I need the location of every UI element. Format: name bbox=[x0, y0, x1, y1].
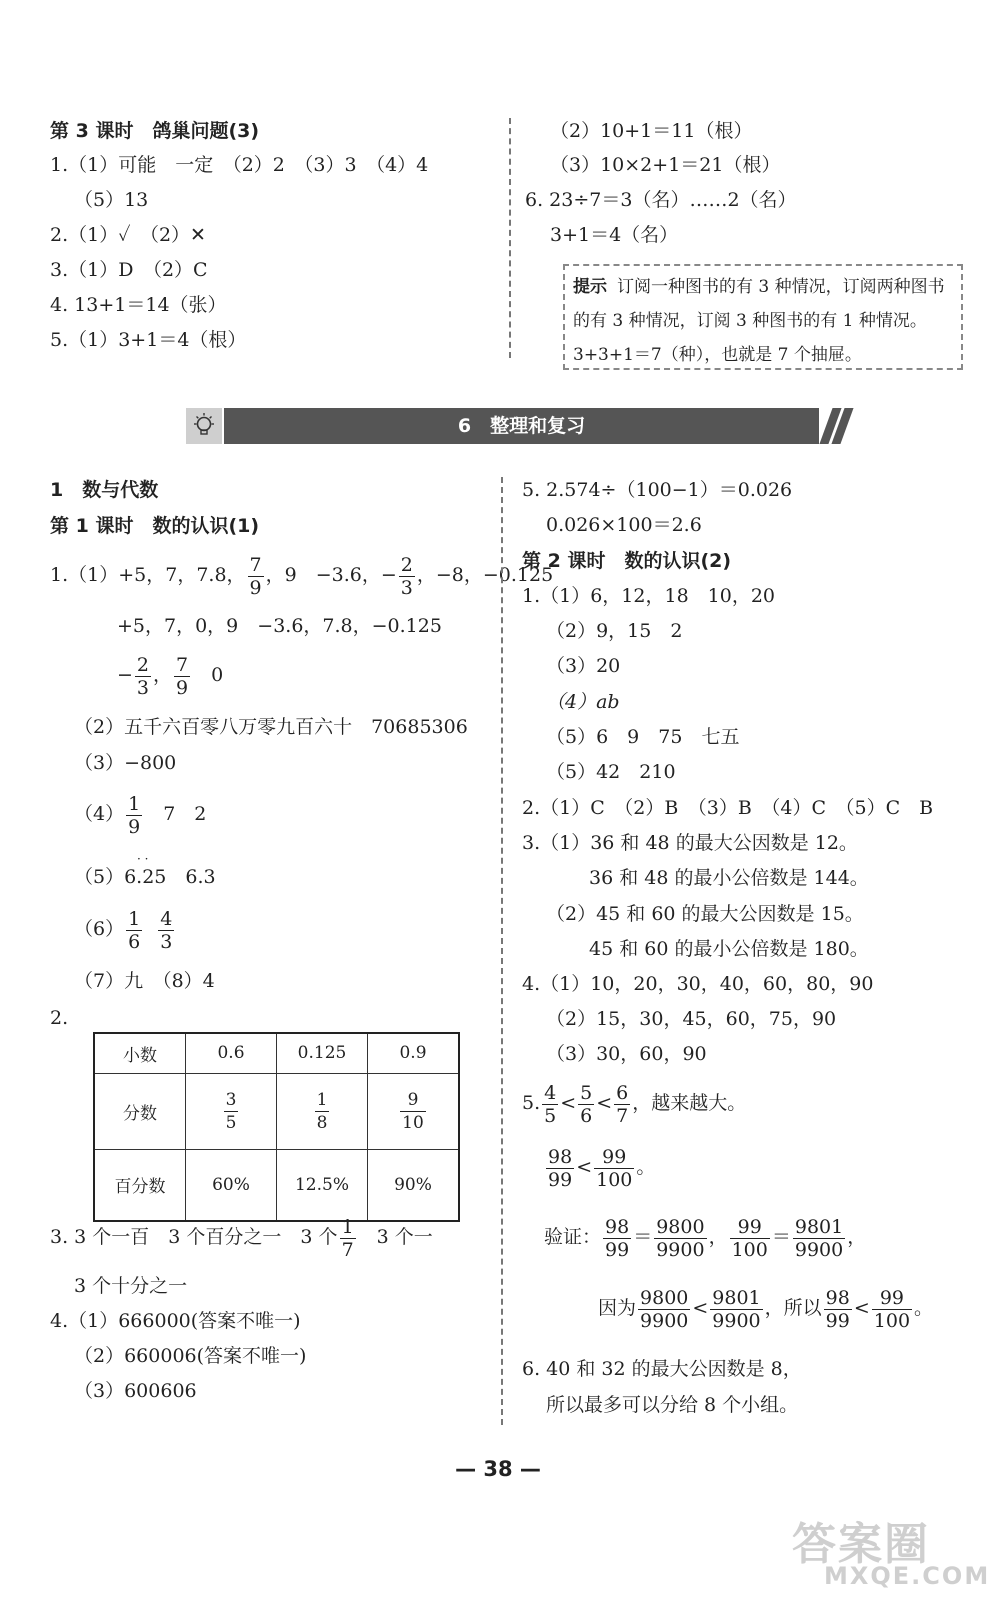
fraction: $\frac{7}{9}$ bbox=[249, 553, 262, 599]
table-cell: 12.5% bbox=[277, 1149, 368, 1221]
hint-box bbox=[563, 264, 963, 370]
fraction: $\frac{98}{99}$ bbox=[605, 1215, 630, 1261]
fraction: $\frac{5}{6}$ bbox=[580, 1081, 593, 1127]
answer-line: （4） $\frac{1}{9}$ 7 2 bbox=[74, 792, 207, 838]
column-divider bbox=[509, 118, 511, 358]
lesson-heading: 第 3 课时 鸽巢问题(3) bbox=[50, 120, 260, 142]
table-cell bbox=[277, 1073, 368, 1149]
fraction: $\frac{4}{3}$ bbox=[160, 907, 173, 953]
table-cell: 90% bbox=[368, 1149, 460, 1221]
answer-line: 3+1＝4（名） bbox=[550, 224, 679, 246]
question-number: 2. bbox=[50, 1007, 69, 1029]
fraction: $\frac{98}{99}$ bbox=[548, 1145, 573, 1191]
answer-line: − $\frac{2}{3}$ ， $\frac{7}{9}$ 0 bbox=[117, 653, 224, 699]
answer-line: 1.（1）+5，7，7.8， $\frac{7}{9}$ ，9 −3.6，− $\frac{2}{3}$ ，−8，−0.125 bbox=[50, 553, 554, 599]
chapter-title: 6 整理和复习 bbox=[457, 415, 586, 437]
answer-line: （5）6.25 6.3 bbox=[74, 866, 216, 888]
fraction: $\frac{9800}{9900}$ bbox=[656, 1215, 705, 1261]
lightbulb-icon bbox=[186, 408, 222, 444]
answer-line: $\frac{98}{99}$ < $\frac{99}{100}$ 。 bbox=[548, 1145, 656, 1191]
table-cell: 0.9 bbox=[368, 1033, 460, 1073]
answer-line: 45 和 60 的最小公倍数是 180。 bbox=[589, 938, 869, 960]
answer-line: （5）6 9 75 七五 bbox=[546, 726, 740, 748]
fraction: $\frac{99}{100}$ bbox=[596, 1145, 633, 1191]
table-cell: 0.6 bbox=[186, 1033, 277, 1073]
answer-line: （2）660006(答案不唯一) bbox=[74, 1345, 307, 1367]
answer-line: （2）五千六百零八万零九百六十 70685306 bbox=[74, 716, 468, 738]
answer-line: （3）600606 bbox=[74, 1380, 197, 1402]
answer-line: 5. $\frac{4}{5}$ < $\frac{5}{6}$ < $\frac{6}{7}$ ，越来越大。 bbox=[522, 1081, 747, 1127]
answer-line: +5，7，0，9 −3.6，7.8，−0.125 bbox=[117, 615, 442, 637]
fraction: $\frac{1}{9}$ bbox=[128, 792, 141, 838]
answer-line: （3）10×2+1＝21（根） bbox=[550, 154, 781, 176]
fraction: $\frac{1}{7}$ bbox=[341, 1215, 354, 1261]
answer-line: （3）20 bbox=[546, 655, 621, 677]
answer-line: 1.（1）可能 一定 （2）2 （3）3 （4）4 bbox=[50, 154, 429, 176]
column-divider bbox=[501, 477, 503, 1425]
lesson-heading: 第 1 课时 数的认识(1) bbox=[50, 515, 260, 537]
answer-line: 4. 13+1＝14（张） bbox=[50, 294, 227, 316]
fraction: $\frac{4}{5}$ bbox=[544, 1081, 557, 1127]
answer-line: 3 个十分之一 bbox=[74, 1275, 188, 1297]
answer-line: 4.（1）10，20，30，40，60，80，90 bbox=[522, 973, 874, 995]
fraction: $\frac{7}{9}$ bbox=[176, 653, 189, 699]
section-title: 1 数与代数 bbox=[50, 479, 159, 501]
answer-line: 5. 2.574÷（100−1）＝0.026 bbox=[522, 479, 793, 501]
answer-line: （2）10+1＝11（根） bbox=[550, 120, 753, 142]
answer-line: （4）ab bbox=[546, 691, 620, 713]
answer-line: （2）9，15 2 bbox=[546, 620, 683, 642]
page-number: — 38 — bbox=[455, 1457, 541, 1481]
answer-line: （2）45 和 60 的最大公因数是 15。 bbox=[546, 903, 864, 925]
hint-text: 订阅一种图书的有 3 种情况，订阅两种图书的有 3 种情况，订阅 3 种图书的有 1 种情况。3+3+1＝7（种），也就是 7 个抽屉。 bbox=[573, 277, 945, 365]
table-cell: 分数 bbox=[94, 1073, 186, 1149]
fraction: $\frac{98}{99}$ bbox=[825, 1286, 850, 1332]
fraction: $\frac{99}{100}$ bbox=[731, 1215, 768, 1261]
table-row bbox=[94, 1149, 459, 1221]
fraction: $\frac{2}{3}$ bbox=[136, 653, 150, 699]
fraction: $\frac{6}{7}$ bbox=[616, 1081, 629, 1127]
table-cell bbox=[368, 1073, 460, 1149]
fraction: $\frac{3}{5}$ bbox=[225, 1089, 237, 1133]
fraction: $\frac{9801}{9900}$ bbox=[794, 1215, 844, 1261]
answer-line: 6. 40 和 32 的最大公因数是 8， bbox=[522, 1358, 802, 1380]
lesson-heading: 第 2 课时 数的认识(2) bbox=[522, 550, 732, 572]
answer-line: 所以最多可以分给 8 个小组。 bbox=[546, 1394, 799, 1416]
repeating-decimal-dots: · · bbox=[137, 852, 149, 866]
answer-line: 0.026×100＝2.6 bbox=[546, 514, 702, 536]
table-cell bbox=[186, 1073, 277, 1149]
answer-line: 3.（1）D （2）C bbox=[50, 259, 208, 281]
table-cell: 0.125 bbox=[277, 1033, 368, 1073]
hint-label: 提示 bbox=[573, 277, 607, 297]
fraction: $\frac{2}{3}$ bbox=[400, 553, 413, 599]
table-cell: 60% bbox=[186, 1149, 277, 1221]
table-cell: 小数 bbox=[94, 1033, 186, 1073]
watermark-logo: 答案圈 MXQE.COM bbox=[792, 1519, 991, 1590]
answer-line: （5）13 bbox=[74, 189, 149, 211]
answer-line: 3.（1）36 和 48 的最大公因数是 12。 bbox=[522, 832, 858, 854]
answer-line: 因为 $\frac{9800}{9900}$ < $\frac{9801}{9900}$ ，所以 $\frac{98}{99}$ < $\frac{99}{100}$ 。 bbox=[598, 1286, 934, 1332]
answer-line: 4.（1）666000(答案不唯一) bbox=[50, 1310, 301, 1332]
answer-line: （2）15，30，45，60，75，90 bbox=[546, 1008, 837, 1030]
answer-line: 6. 23÷7＝3（名）……2（名） bbox=[525, 189, 797, 211]
answer-line: 36 和 48 的最小公倍数是 144。 bbox=[589, 867, 869, 889]
table-row bbox=[94, 1033, 459, 1073]
table-row bbox=[94, 1073, 459, 1149]
answer-line: （3）30，60，90 bbox=[546, 1043, 707, 1065]
chapter-banner bbox=[186, 408, 847, 444]
answer-line: 2.（1）C （2）B （3）B （4）C （5）C B bbox=[522, 797, 934, 819]
answer-line: （7）九 （8）4 bbox=[74, 970, 215, 992]
answer-line: 1.（1）6，12，18 10，20 bbox=[522, 585, 776, 607]
fraction: $\frac{9}{10}$ bbox=[402, 1089, 424, 1133]
answer-line: 5.（1）3+1＝4（根） bbox=[50, 329, 247, 351]
fraction: $\frac{1}{8}$ bbox=[316, 1089, 328, 1133]
answer-line: 3. 3 个一百 3 个百分之一 3 个 $\frac{1}{7}$ 3 个一 bbox=[50, 1215, 433, 1261]
answer-line: 验证： $\frac{98}{99}$ ＝ $\frac{9800}{9900}$ ， $\frac{99}{100}$ ＝ $\frac{9801}{9900}$ ， bbox=[544, 1215, 867, 1261]
answer-line: （3）−800 bbox=[74, 752, 177, 774]
table-cell: 百分数 bbox=[94, 1149, 186, 1221]
conversion-table bbox=[93, 1032, 460, 1222]
fraction: $\frac{99}{100}$ bbox=[873, 1286, 911, 1332]
answer-line: （6） $\frac{1}{6}$ $\frac{4}{3}$ bbox=[74, 907, 173, 953]
fraction: $\frac{1}{6}$ bbox=[128, 907, 141, 953]
answer-line: （5）42 210 bbox=[546, 761, 676, 783]
fraction: $\frac{9800}{9900}$ bbox=[640, 1286, 689, 1332]
answer-line: 2.（1）✓ （2）✕ bbox=[50, 224, 206, 246]
fraction: $\frac{9801}{9900}$ bbox=[712, 1286, 761, 1332]
